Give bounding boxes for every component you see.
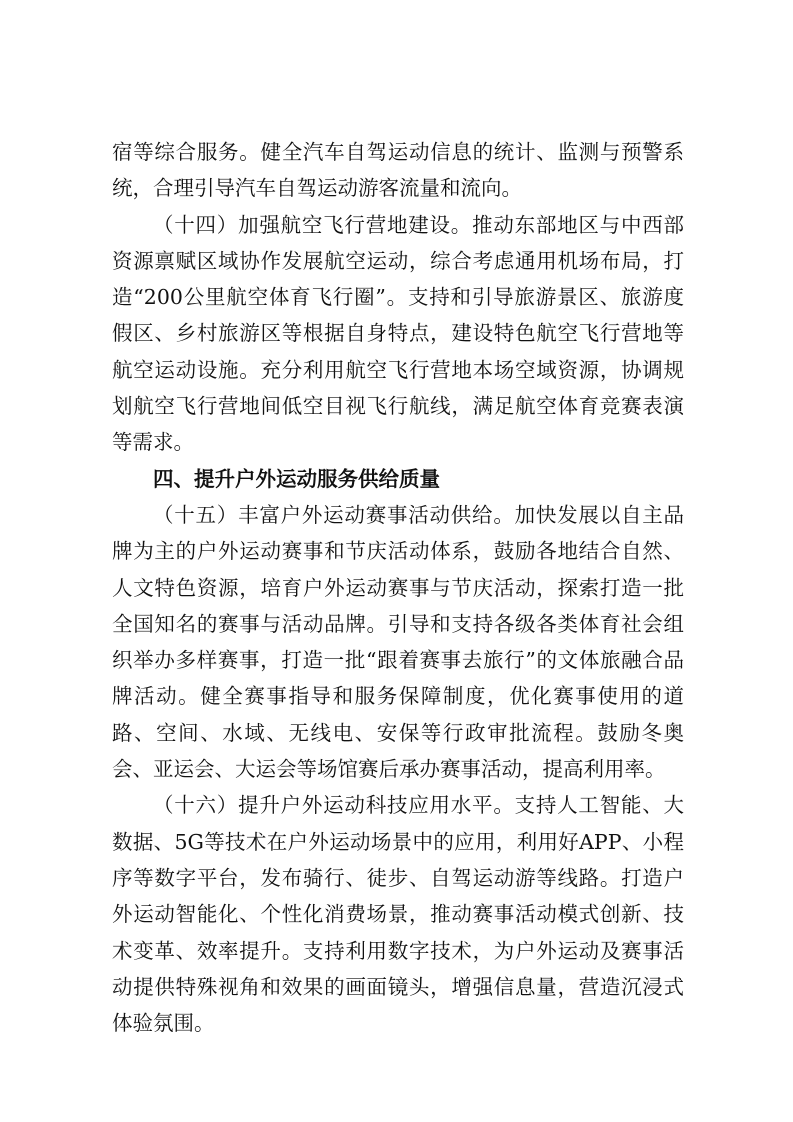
paragraph-tech-application [112,787,684,1041]
paragraph-lead-14: （十四）加强航空飞行营地建设。 [153,212,473,237]
paragraph-body-15: 加快发展以自主品牌为主的户外运动赛事和节庆活动体系，鼓励各地结合自然、人文特色资源，培育户外运动赛事与节庆活动，探索打造一批全国知名的赛事与活动品牌。引导和支持各级各类体育社会组织举办多样赛事，打造一批“跟着赛事去旅行”的文体旅融合品牌活动。健全赛事指导和服务保障制度，优化赛事使用的道路、空间、水域、无线电、安保等行政审批流程。鼓励冬奥会、亚运会、大运会等场馆赛后承办赛事活动，提高利用率。 [112,502,685,782]
paragraph-lead-15: （十五）丰富户外运动赛事活动供给。 [153,502,515,527]
document-body [112,134,684,1041]
section-heading: 四、提升户外运动服务供给质量 [153,466,440,491]
paragraph-body-14: 推动东部地区与中西部资源禀赋区域协作发展航空运动，综合考虑通用机场布局，打造“200公里航空体育飞行圈”。支持和引导旅游景区、旅游度假区、乡村旅游区等根据自身特点，建设特色航空飞行营地等航空运动设施。充分利用航空飞行营地本场空域资源，协调规划航空飞行营地间低空目视飞行航线，满足航空体育竞赛表演等需求。 [112,212,684,455]
paragraph-continuation: 宿等综合服务。健全汽车自驾运动信息的统计、监测与预警系统，合理引导汽车自驾运动游客流量和流向。 [112,140,684,201]
paragraph-body-16: 支持人工智能、大数据、5G等技术在户外运动场景中的应用，利用好APP、小程序等数字平台，发布骑行、徒步、自驾运动游等线路。打造户外运动智能化、个性化消费场景，推动赛事活动模式创新、技术变革、效率提升。支持利用数字技术，为户外运动及赛事活动提供特殊视角和效果的画面镜头，增强信息量，营造沉浸式体验氛围。 [112,793,685,1036]
paragraph-lead-16: （十六）提升户外运动科技应用水平。 [153,793,515,818]
paragraph-aviation-camps [112,207,684,461]
paragraph-events-supply [112,497,684,787]
